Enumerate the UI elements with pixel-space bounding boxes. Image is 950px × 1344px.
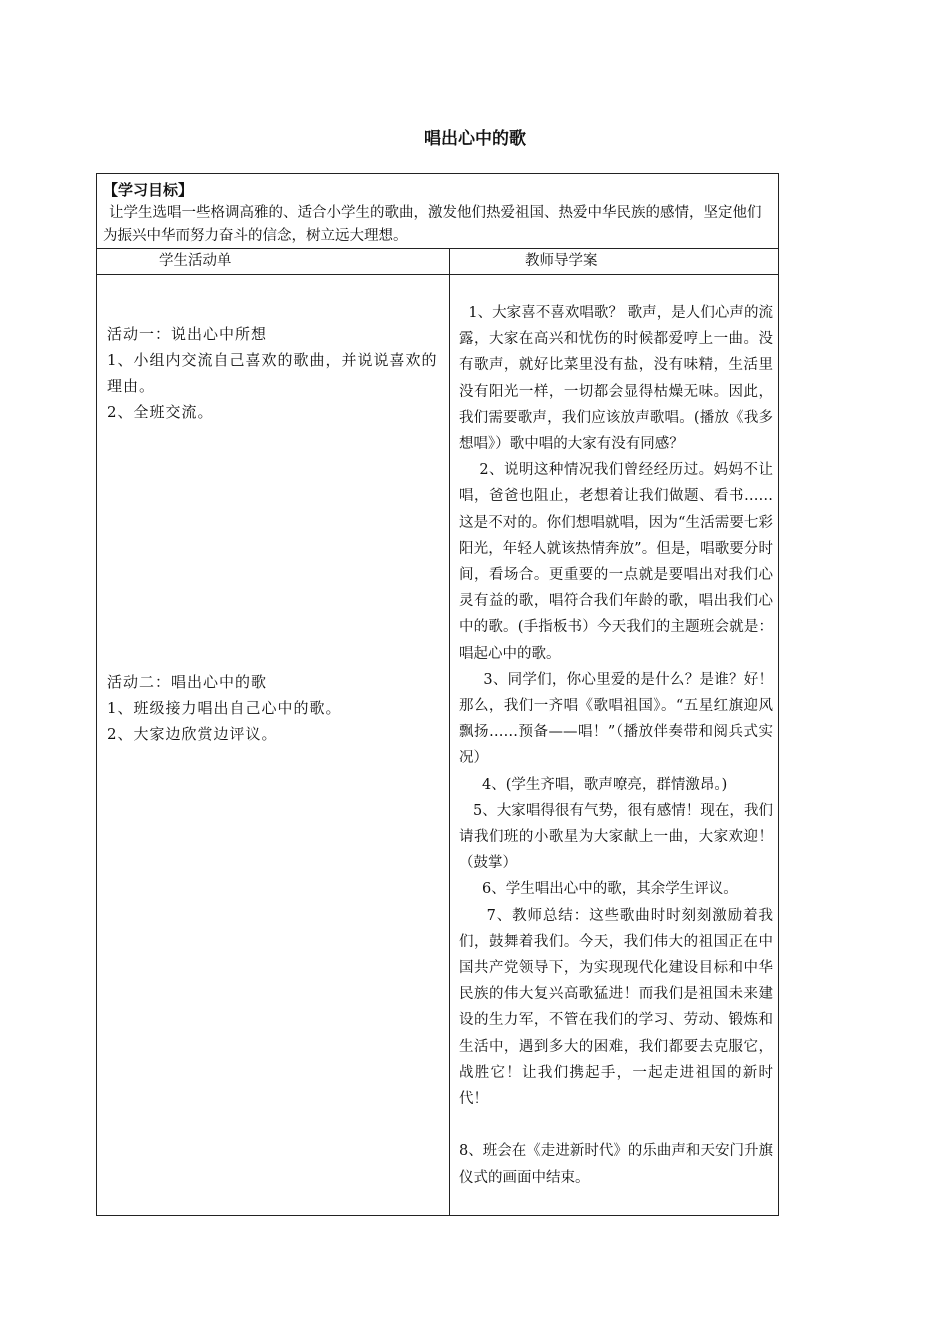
teacher-column-header: 教师导学案 [449, 249, 778, 275]
page-title: 唱出心中的歌 [424, 129, 526, 149]
teacher-paragraph: 2、说明这种情况我们曾经经历过。妈妈不让唱，爸爸也阻止，老想着让我们做题、看书……这是不对的。你们想唱就唱，因为“生活需要七彩阳光，年轻人就该热情奔放”。但是，唱歌要分时间，看场合。更重要的一点就是要唱出对我们心灵有益的歌，唱符合我们年龄的歌，唱出我们心中的歌。(手指板书）今天我们的主题班会就是：唱起心中的歌。 [459, 462, 773, 662]
teacher-paragraph: 6、学生唱出心中的歌，其余学生评议。 [459, 881, 738, 898]
column-divider [449, 249, 450, 1215]
objective-heading: 【学习目标】 [103, 181, 194, 199]
teacher-paragraph: 4、(学生齐唱，歌声嘹亮，群情激昂。) [459, 776, 728, 793]
activity-item: 2、全班交流。 [107, 403, 214, 421]
activity-item: 1、班级接力唱出自己心中的歌。 [107, 699, 342, 717]
student-activity-2 [107, 669, 443, 747]
teacher-paragraph: 3、同学们，你心里爱的是什么？是谁？好！那么，我们一齐唱《歌唱祖国》。“五星红旗迎风飘扬……预备——唱！”（播放伴奏带和阅兵式实况） [459, 671, 773, 767]
teacher-paragraph: 7、教师总结：这些歌曲时时刻刻激励着我们，鼓舞着我们。今天，我们伟大的祖国正在中国共产党领导下，为实现现代化建设目标和中华民族的伟大复兴高歌猛进！而我们是祖国未来建设的生力军，不管在我们的学习、劳动、锻炼和生活中，遇到多大的困难，我们都要去克服它，战胜它！让我们携起手，一起走进祖国的新时代！ [459, 907, 774, 1108]
teacher-paragraph: 1、大家喜不喜欢唱歌？ 歌声，是人们心声的流露，大家在高兴和忧伤的时候都爱哼上一曲。没有歌声，就好比菜里没有盐，没有味精，生活里没有阳光一样，一切都会显得枯燥无味。因此，我们需要歌声，我们应该放声歌唱。(播放《我多想唱》）歌中唱的大家有没有同感？ [459, 305, 774, 453]
activity-heading: 活动二：唱出心中的歌 [107, 673, 268, 691]
student-column-header: 学生活动单 [97, 249, 449, 275]
teacher-paragraph: 5、大家唱得很有气势，很有感情！现在，我们请我们班的小歌星为大家献上一曲，大家欢迎！（鼓掌） [459, 802, 773, 872]
objective-text: 让学生选唱一些格调高雅的、适合小学生的歌曲，激发他们热爱祖国、热爱中华民族的感情，坚定他们为振兴中华而努力奋斗的信念，树立远大理想。 [103, 205, 762, 244]
activity-item: 1、小组内交流自己喜欢的歌曲，并说说喜欢的理由。 [107, 351, 438, 395]
activity-heading: 活动一：说出心中所想 [107, 325, 268, 343]
objective-cell [97, 174, 778, 249]
lesson-table [96, 173, 779, 1216]
teacher-guide [459, 300, 773, 1191]
teacher-paragraph: 8、班会在《走进新时代》的乐曲声和天安门升旗仪式的画面中结束。 [459, 1143, 773, 1186]
activity-item: 2、大家边欣赏边评议。 [107, 725, 278, 743]
student-activity-1 [107, 321, 443, 425]
